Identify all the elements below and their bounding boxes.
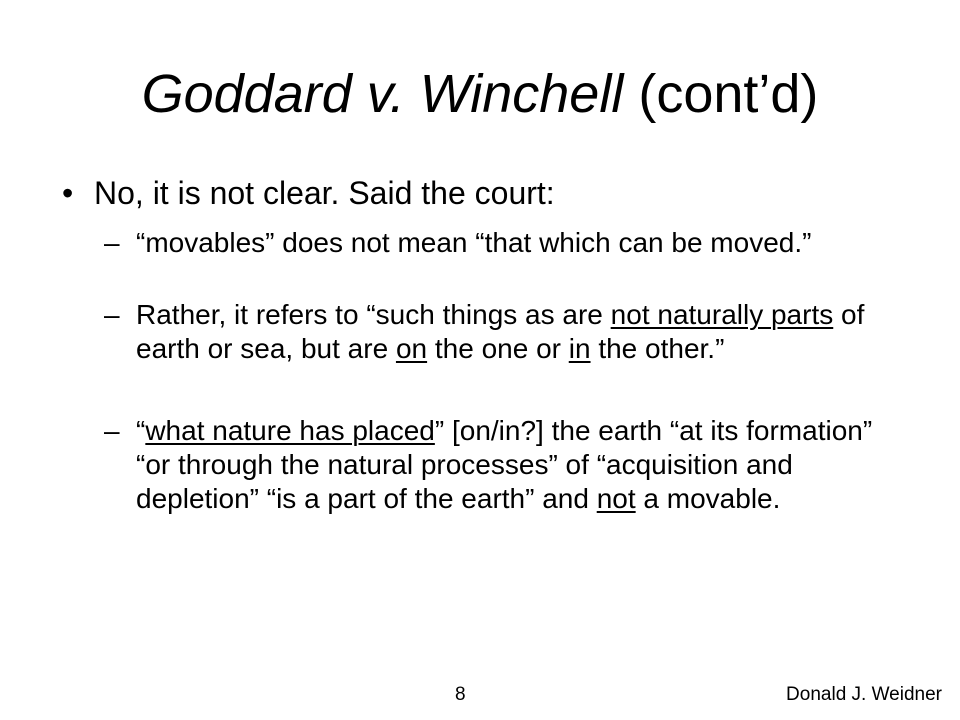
- sub-bullet-text: [136, 298, 904, 366]
- text-segment: the other.”: [590, 333, 725, 364]
- text-segment: “movables” does not mean “that which can be moved.”: [136, 227, 812, 258]
- main-bullet-text: No, it is not clear. Said the court:: [94, 175, 555, 211]
- underlined-phrase: in: [568, 333, 591, 364]
- underlined-phrase: on: [395, 333, 428, 364]
- sub-bullet-2: [104, 298, 904, 366]
- sub-bullet-dash: –: [104, 299, 120, 330]
- text-segment: Rather, it refers to “such things as are: [136, 299, 611, 330]
- underlined-phrase: not naturally parts: [610, 299, 834, 330]
- title-case-name: Goddard v. Winchell: [141, 64, 624, 124]
- author-name: Donald J. Weidner: [786, 684, 942, 705]
- underlined-phrase: not: [596, 483, 636, 514]
- title-suffix: (cont’d): [623, 64, 819, 124]
- sub-bullet-text: [136, 226, 904, 260]
- text-segment: a movable.: [635, 483, 781, 514]
- page-number: 8: [455, 684, 466, 705]
- underlined-phrase: what nature has placed: [145, 415, 435, 446]
- sub-bullet-dash: –: [104, 415, 120, 446]
- sub-bullet-1: [104, 226, 904, 260]
- slide-title: [0, 62, 960, 126]
- sub-bullet-3: [104, 414, 904, 516]
- bullet-marker: •: [62, 175, 74, 211]
- sub-bullet-dash: –: [104, 227, 120, 258]
- sub-bullet-text: [136, 414, 904, 516]
- text-segment: “: [136, 415, 146, 446]
- text-segment: ” [on/in?] the earth “at its formation” “or through the natural processes” of “acquisition and depletion” “is a part of the earth” and: [136, 415, 873, 514]
- text-segment: the one or: [427, 333, 569, 364]
- text-segment: of earth or sea, but are: [136, 299, 865, 364]
- main-bullet: [62, 174, 555, 212]
